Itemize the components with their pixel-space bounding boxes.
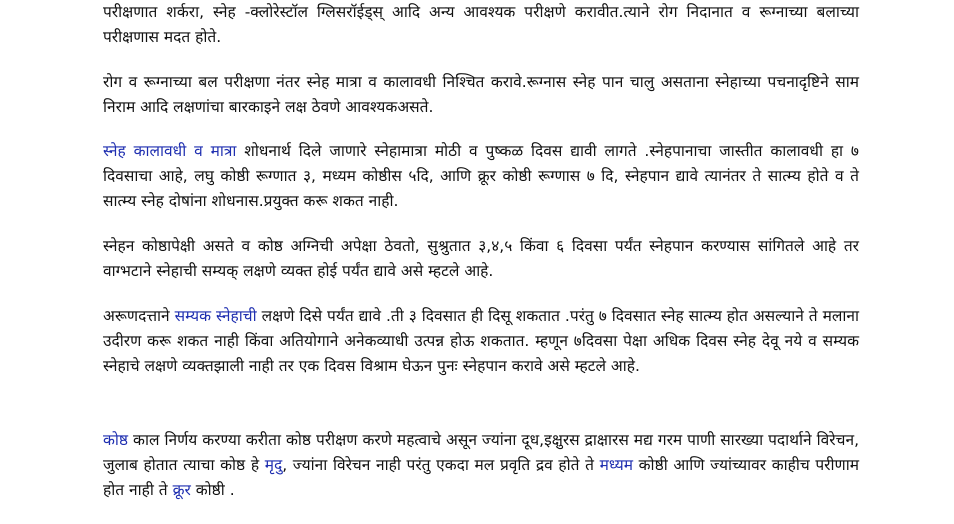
paragraph-text: लक्षणे दिसे पर्यंत द्यावे .ती ३ दिवसात ही दिसू शकतात .परंतु ७ दिवसात स्नेह सात्म्य होत असल्याने ते मलाना उदीरण करू शकत नाही किंवा अतियोगाने अनेकव्याधी उत्पन्न होऊ शकतात. म्हणून ७दिवसा पेक्षा अधिक दिवस स्नेह देवू नये व सम्यक स्नेहाचे लक्षणे व्यक्तझाली नाही तर एक दिवस विश्राम घेऊन पुनः स्नेहपान करावे असे म्हटले आहे. [103,307,860,375]
paragraph-text: कोष्ठी आणि ज्यांच्यावर काहीच परीणाम होत नाही ते [103,456,860,499]
paragraph-duration-dose [103,139,859,214]
paragraph-investigations [103,0,859,50]
paragraph-text: रोग व रूग्नाच्या बल परीक्षणा नंतर स्नेह मात्रा व कालावधी निश्चित करावे.रूग्नास स्नेह पान चालु असताना स्नेहाच्या पचनादृष्टिने साम निराम आदि लक्षणांचा बारकाइने लक्ष ठेवणे आवश्यकअसते. [103,73,859,116]
highlighted-term: क्रूर [172,481,191,499]
paragraph-koshtha [103,428,859,503]
paragraph-text: काल निर्णय करण्या करीता कोष्ठ परीक्षण करणे महत्वाचे असून ज्यांना दूध,इक्षुरस द्राक्षारस मद्य गरम पाणी सारख्या पदार्थाने विरेचन, जुलाब होतात त्याचा कोष्ठ हे [103,431,859,474]
paragraph-text: शोधनार्थ दिले जाणारे स्नेहामात्रा मोठी व पुष्कळ दिवस द्यावी लागते .स्नेहपानाचा जास्तीत कालावधी हा ७ दिवसाचा आहे, लघु कोष्ठी रूग्णात ३, मध्यम कोष्ठीस ५दि, आणि क्रूर कोष्ठी रूग्णास ७ दि, स्नेहपान द्यावे त्यानंतर ते सात्म्य होते व ते सात्म्य स्नेह दोषांना शोधनास.प्रयुक्त करू शकत नाही. [103,142,859,210]
paragraph-koshtha-agni [103,234,859,284]
highlighted-term: मृदु [264,456,283,474]
highlighted-term: सम्यक स्नेहाची [174,307,257,325]
paragraph-text: कोष्ठी . [190,481,235,499]
paragraph-arunadatta [103,304,859,379]
highlighted-term: कोष्ठ [103,431,129,449]
highlighted-term: मध्यम [599,456,633,474]
paragraph-text: अरूणदत्ताने [103,307,175,325]
paragraph-text: स्नेहन कोष्ठापेक्षी असते व कोष्ठ अग्निची अपेक्षा ठेवतो, सुश्रुतात ३,४,५ किंवा ६ दिवसा पर्यंत स्नेहपान करण्यास सांगितले आहे तर वाग्भटाने स्नेहाची सम्यक् लक्षणे व्यक्त होई पर्यंत द्यावे असे म्हटले आहे. [103,237,859,280]
paragraph-disease-strength [103,70,859,120]
paragraph-text: परीक्षणात शर्करा, स्नेह -क्लोरेस्टॉल ग्लिसरॉईड्स् आदि अन्य आवश्यक परीक्षणे करावीत.त्याने रोग निदानात व रूग्नाच्या बलाच्या परीक्षणास मदत होते. [103,3,859,46]
highlighted-term: स्नेह कालावधी व मात्रा [103,142,237,160]
paragraph-text: , ज्यांना विरेचन नाही परंतु एकदा मल प्रवृति द्रव होते ते [282,456,600,474]
